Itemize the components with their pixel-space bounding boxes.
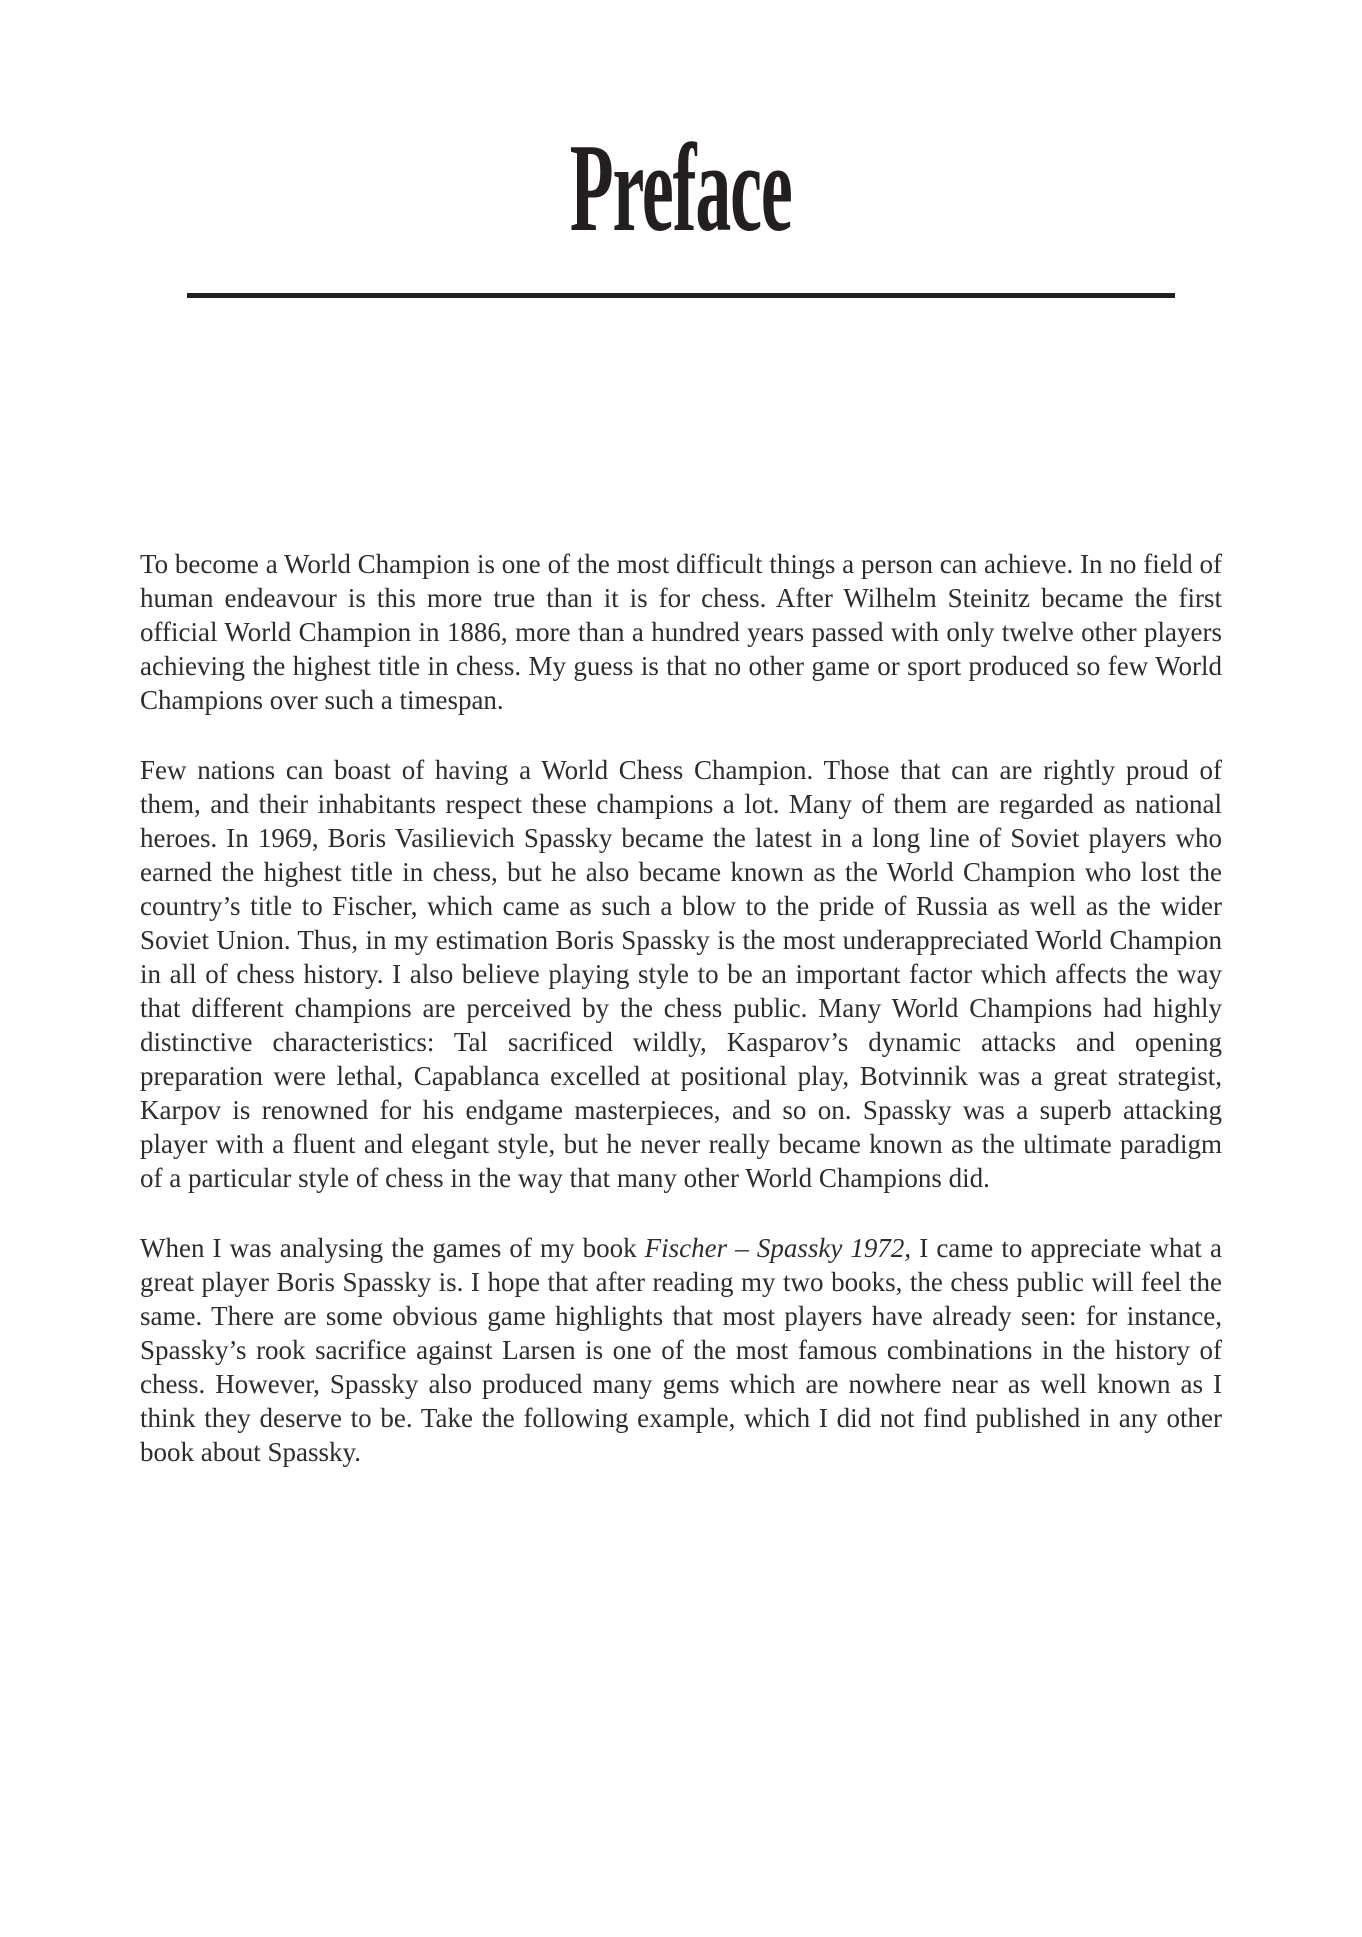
preface-body (140, 547, 1222, 1469)
preface-paragraph-3 (140, 1231, 1222, 1469)
paragraph-text: To become a World Champion is one of the most difficult things a person can achieve. In no field of human endeavour is this more true than it is for chess. After Wilhelm Steinitz became the first official World Champion in 1886, more than a hundred years passed with only twelve other players achieving the highest title in chess. My guess is that no other game or sport produced so few World Champions over such a timespan. (140, 549, 1222, 715)
page-title-container (0, 119, 1362, 258)
preface-paragraph-1 (140, 547, 1222, 717)
paragraph-text: Few nations can boast of having a World Chess Champion. Those that can are rightly proud of them, and their inhabitants respect these champions a lot. Many of them are regarded as national heroes. In 1969, Boris Vasilievich Spassky became the latest in a long line of Soviet players who earned the highest title in chess, but he also became known as the World Champion who lost the country’s title to Fischer, which came as such a blow to the pride of Russia as well as the wider Soviet Union. Thus, in my estimation Boris Spassky is the most underappreciated World Champion in all of chess history. I also believe playing style to be an important factor which affects the way that different champions are perceived by the chess public. Many World Champions had highly distinctive characteristics: Tal sacrificed wildly, Kasparov’s dynamic attacks and opening preparation were lethal, Capablanca excelled at positional play, Botvinnik was a great strategist, Karpov is renowned for his endgame masterpieces, and so on. Spassky was a superb attacking player with a fluent and elegant style, but he never really became known as the ultimate paradigm of a particular style of chess in the way that many other World Champions did. (140, 755, 1222, 1193)
title-divider-rule (187, 293, 1175, 298)
preface-paragraph-2 (140, 753, 1222, 1195)
book-title-italic: Fischer – Spassky 1972 (644, 1233, 905, 1263)
page-title: Preface (570, 119, 792, 258)
paragraph-text: When I was analysing the games of my book (140, 1233, 645, 1263)
paragraph-text: , I came to appreciate what a great player Boris Spassky is. I hope that after reading my two books, the chess public will feel the same. There are some obvious game highlights that most players have already seen: for instance, Spassky’s rook sacrifice against Larsen is one of the most famous combinations in the history of chess. However, Spassky also produced many gems which are nowhere near as well known as I think they deserve to be. Take the following example, which I did not find published in any other book about Spassky. (140, 1233, 1223, 1467)
